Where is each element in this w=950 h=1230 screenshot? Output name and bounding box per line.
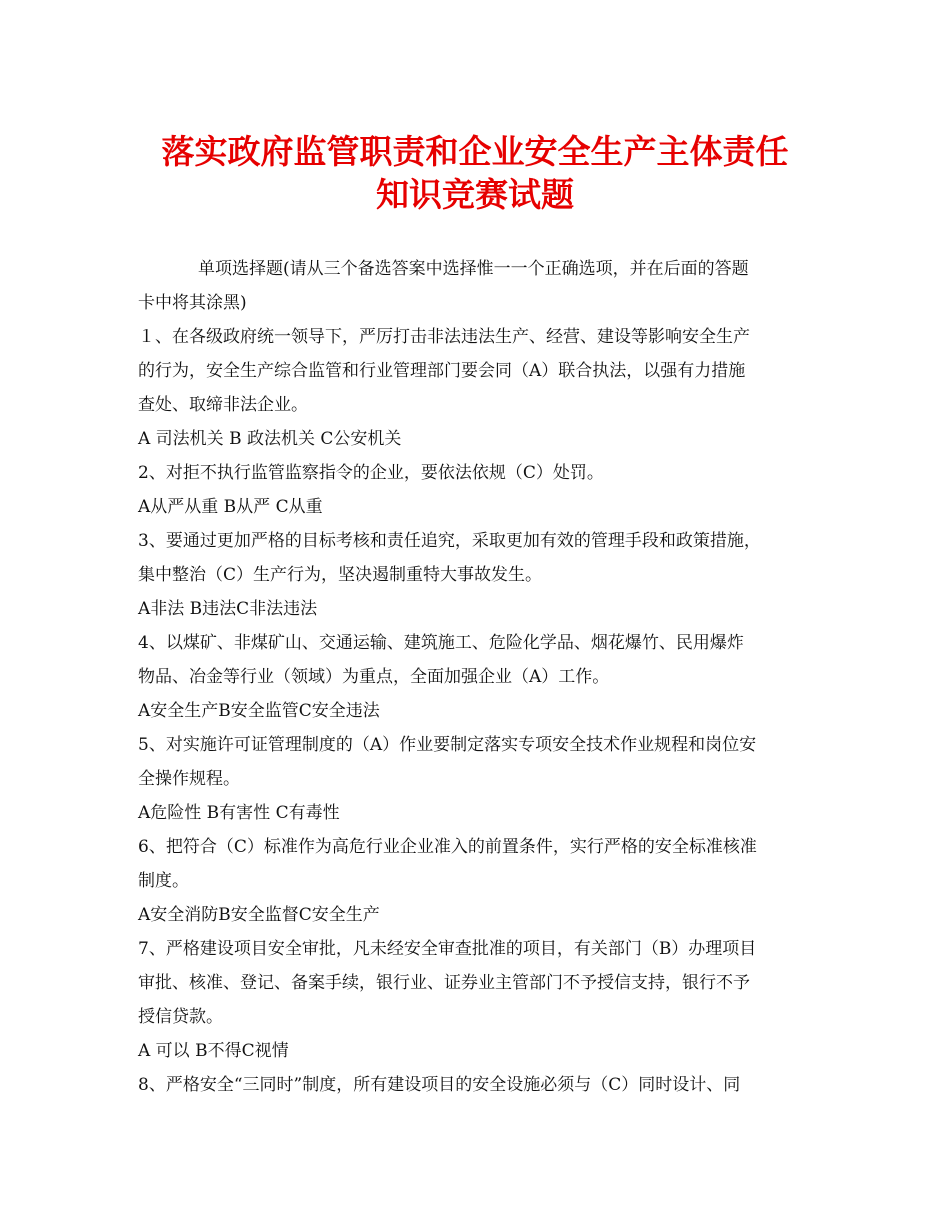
question-line: 授信贷款。 — [138, 1007, 223, 1027]
options-line: A非法 B违法C非法违法 — [138, 599, 318, 619]
options-line: A 可以 B不得C视情 — [138, 1041, 289, 1061]
question-line: 审批、核准、登记、备案手续，银行业、证券业主管部门不予授信支持，银行不予 — [138, 973, 750, 993]
options-line: A安全消防B安全监督C安全生产 — [138, 905, 380, 925]
question-line: １、在各级政府统一领导下，严厉打击非法违法生产、经营、建设等影响安全生产 — [138, 327, 750, 347]
question-line: 8、严格安全“三同时”制度，所有建设项目的安全设施必须与（C）同时设计、同 — [138, 1075, 741, 1095]
question-line: 2、对拒不执行监管监察指令的企业，要依法依规（C）处罚。 — [138, 463, 604, 483]
instruction-line: 单项选择题(请从三个备选答案中选择惟一一个正确选项，并在后面的答题 — [198, 259, 749, 279]
question-line: 7、严格建设项目安全审批，凡未经安全审查批准的项目，有关部门（B）办理项目 — [138, 939, 757, 959]
question-line: 5、对实施许可证管理制度的（A）作业要制定落实专项安全技术作业规程和岗位安 — [138, 735, 757, 755]
question-line: 集中整治（C）生产行为，坚决遏制重特大事故发生。 — [138, 565, 543, 585]
question-line: 物品、冶金等行业（领域）为重点，全面加强企业（A）工作。 — [138, 667, 610, 687]
document-title-line2: 知识竞赛试题 — [376, 175, 574, 214]
document-body — [138, 252, 818, 1102]
question-line: 制度。 — [138, 871, 189, 891]
instruction-line: 卡中将其涂黑) — [138, 293, 247, 313]
question-line: 4、以煤矿、非煤矿山、交通运输、建筑施工、危险化学品、烟花爆竹、民用爆炸 — [138, 633, 744, 653]
options-line: A安全生产B安全监管C安全违法 — [138, 701, 380, 721]
document-title-line1: 落实政府监管职责和企业安全生产主体责任 — [161, 132, 789, 171]
options-line: A 司法机关 B 政法机关 C公安机关 — [138, 429, 402, 449]
question-line: 全操作规程。 — [138, 769, 240, 789]
question-line: 查处、取缔非法企业。 — [138, 395, 308, 415]
question-line: 3、要通过更加严格的目标考核和责任追究，采取更加有效的管理手段和政策措施， — [138, 531, 761, 551]
options-line: A从严从重 B从严 C从重 — [138, 497, 323, 517]
options-line: A危险性 B有害性 C有毒性 — [138, 803, 340, 823]
question-line: 的行为，安全生产综合监管和行业管理部门要会同（A）联合执法，以强有力措施 — [138, 361, 746, 381]
question-line: 6、把符合（C）标准作为高危行业企业准入的前置条件，实行严格的安全标准核准 — [138, 837, 757, 857]
